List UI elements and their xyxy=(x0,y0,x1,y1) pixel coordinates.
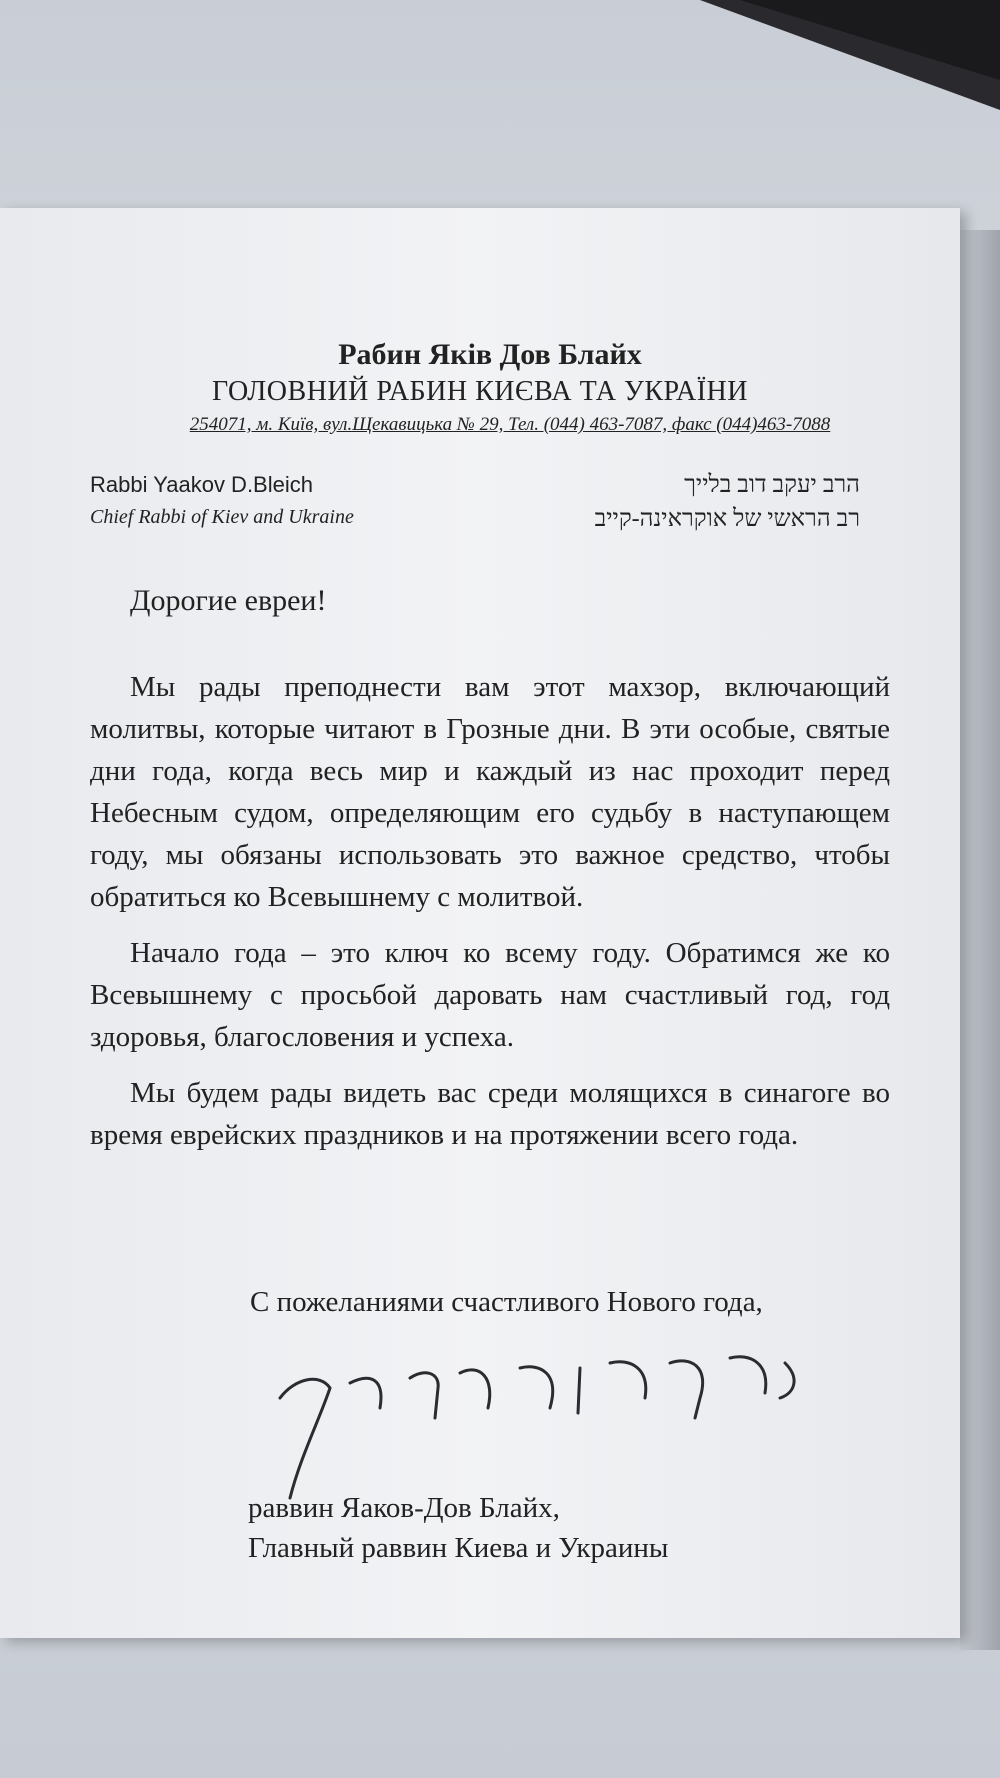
book-page-edge xyxy=(960,230,1000,1650)
english-name: Rabbi Yaakov D.Bleich xyxy=(90,472,313,497)
signatory-name: раввин Яаков-Дов Блайх, xyxy=(248,1492,560,1524)
letter-salutation: Дорогие евреи! xyxy=(130,584,327,617)
letter-closing: С пожеланиями счастливого Нового года, xyxy=(250,1286,763,1318)
book-cover-edge xyxy=(0,0,1000,120)
header-address: 254071, м. Київ, вул.Щекавицька № 29, Тел. (044) 463-7087, факс (044)463-7088 xyxy=(189,414,831,435)
english-title: Chief Rabbi of Kiev and Ukraine xyxy=(90,506,354,528)
letter-page xyxy=(0,208,960,1638)
hebrew-name: הרב יעקב דוב בלייך xyxy=(684,472,860,498)
letter-paragraph: Начало года – это ключ ко всему году. Обратимся же ко Всевышнему с просьбой даровать нам счастливый год, год здоровья, благословения и успеха. xyxy=(90,937,890,1053)
letter-paragraph: Мы будем рады видеть вас среди молящихся в синагоге во время еврейских праздников и на протяжении всего года. xyxy=(90,1077,890,1151)
header-name: Рабин Яків Дов Блайх xyxy=(338,338,642,371)
hebrew-title: רב הראשי של אוקראינה-קייב xyxy=(594,506,860,532)
letter-body xyxy=(90,666,890,1170)
letter-paragraph: Мы рады преподнести вам этот махзор, включающий молитвы, которые читают в Грозные дни. В эти особые, святые дни года, когда весь мир и каждый из нас проходит перед Небесным судом, определяющим его судьбу в наступающем году, мы обязаны использовать это важное средство, чтобы обратиться ко Всевышнему с молитвой. xyxy=(90,671,890,913)
signatory-title: Главный раввин Киева и Украины xyxy=(248,1532,669,1564)
handwritten-signature-icon xyxy=(260,1338,820,1508)
header-title: ГОЛОВНИЙ РАБИН КИЄВА ТА УКРАЇНИ xyxy=(211,376,748,407)
